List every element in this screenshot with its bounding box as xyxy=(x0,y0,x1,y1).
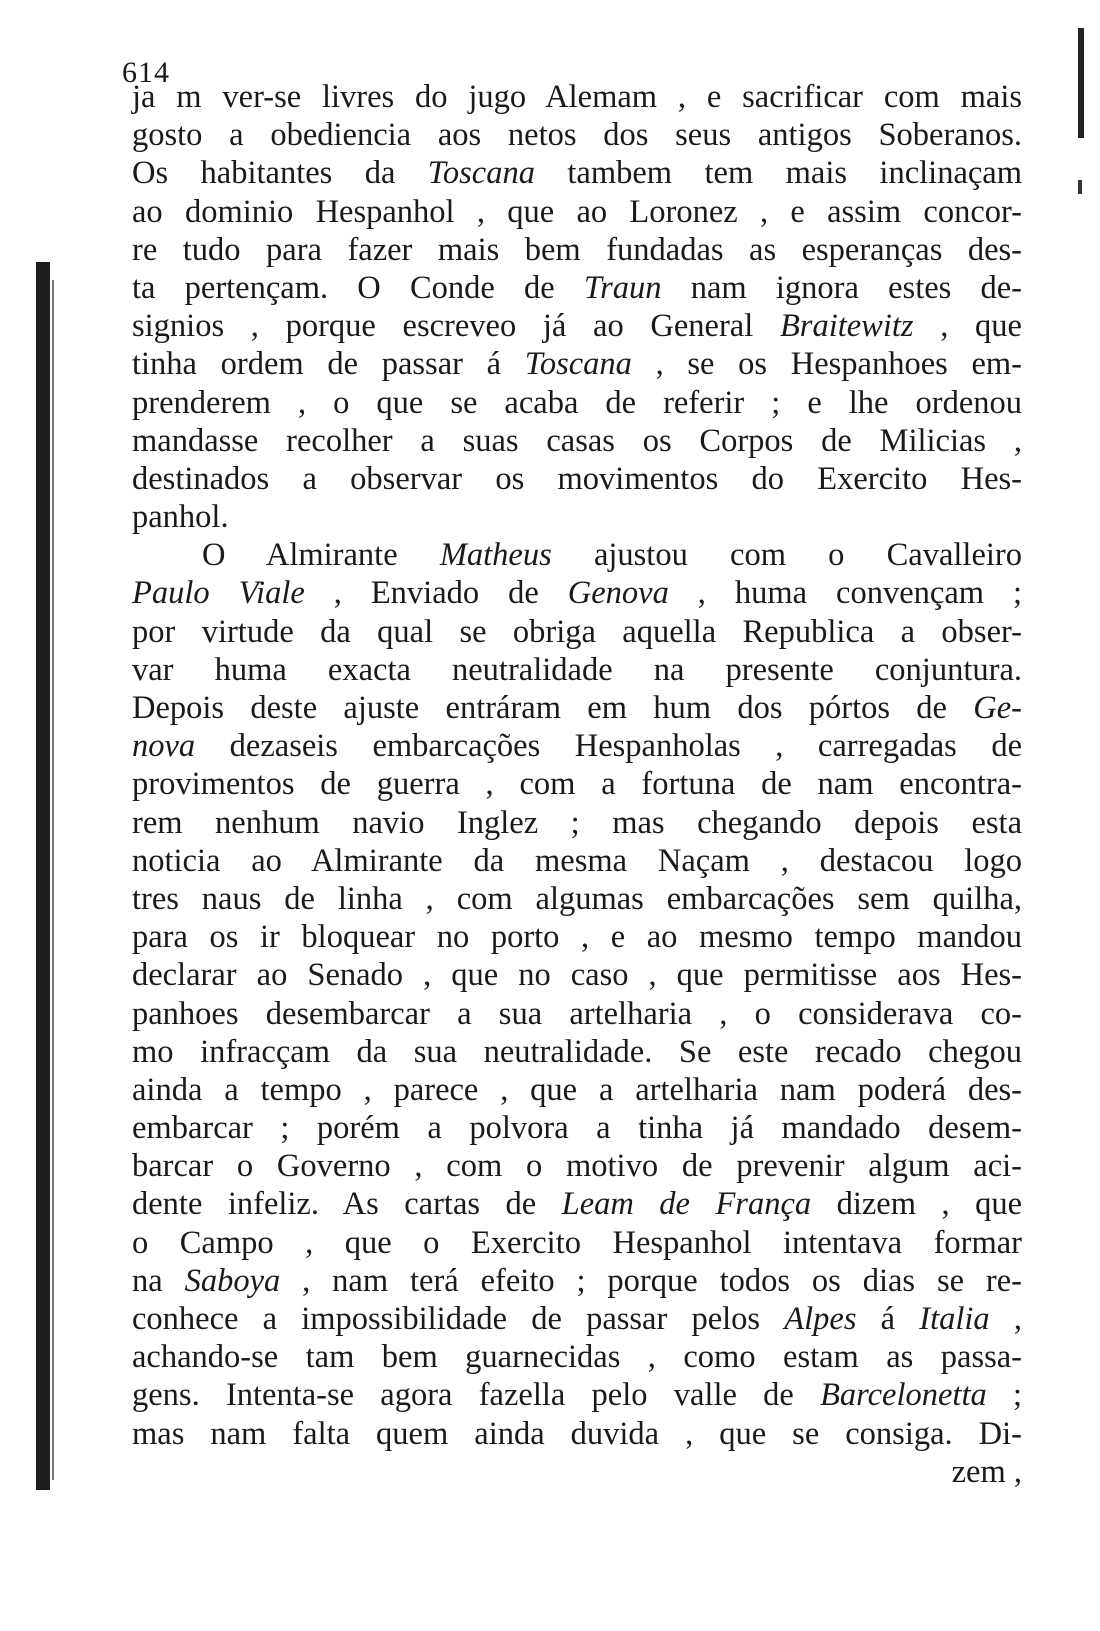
page-number: 614 xyxy=(122,56,170,89)
text-line: por virtude da qual se obriga aquella Republica a obser- xyxy=(132,613,1022,650)
text-line: Paulo Viale , Enviado de Genova , huma convençam ; xyxy=(132,575,1023,612)
text-line: declarar ao Senado , que no caso , que permitisse aos Hes- xyxy=(132,957,1022,994)
text-line: gens. Intenta-se agora fazella pelo valle de Barcelonetta ; xyxy=(132,1377,1023,1414)
text-line: embarcar ; porém a polvora a tinha já mandado desem- xyxy=(132,1110,1022,1147)
text-line: achando-se tam bem guarnecidas , como estam as passa- xyxy=(132,1339,1022,1376)
text-line: Depois deste ajuste entráram em hum dos pórtos de Ge- xyxy=(132,690,1022,726)
text-line: noticia ao Almirante da mesma Naçam , destacou logo xyxy=(132,842,1022,879)
text-line: mo infracçam da sua neutralidade. Se este recado chegou xyxy=(132,1033,1022,1070)
text-line: dente infeliz. As cartas de Leam de França dizem , que xyxy=(132,1186,1022,1223)
text-line: O Almirante Matheus ajustou com o Cavalleiro xyxy=(202,537,1022,574)
text-line: na Saboya , nam terá efeito ; porque todos os dias se re- xyxy=(132,1262,1022,1299)
text-line: panhol. xyxy=(132,499,229,536)
text-line: gosto a obediencia aos netos dos seus antigos Soberanos. xyxy=(132,117,1022,154)
scan-binding-shadow xyxy=(36,262,50,1490)
text-line: barcar o Governo , com o motivo de prevenir algum aci- xyxy=(132,1148,1022,1185)
text-line: ao dominio Hespanhol , que ao Loronez , e assim concor- xyxy=(132,193,1022,230)
text-line: prenderem , o que se acaba de referir ; e lhe ordenou xyxy=(132,384,1022,421)
scan-edge-mark-small xyxy=(1078,180,1082,194)
text-line: signios , porque escreveo já ao General Braitewitz , que xyxy=(132,308,1022,345)
text-line: ja m ver-se livres do jugo Alemam , e sacrificar com mais xyxy=(132,79,1022,115)
text-line: conhece a impossibilidade de passar pelos Alpes á Italia , xyxy=(132,1301,1022,1337)
text-line: mandasse recolher a suas casas os Corpos de Milicias , xyxy=(132,422,1022,459)
scan-edge-mark xyxy=(1078,28,1084,138)
text-line: mas nam falta quem ainda duvida , que se consiga. Di- xyxy=(132,1415,1022,1452)
text-line: provimentos de guerra , com a fortuna de nam encontra- xyxy=(132,766,1022,803)
text-line: nova dezaseis embarcações Hespanholas , carregadas de xyxy=(132,728,1022,765)
text-line: re tudo para fazer mais bem fundadas as esperanças des- xyxy=(132,231,1022,268)
text-line: destinados a observar os movimentos do Exercito Hes- xyxy=(132,460,1022,497)
text-line: para os ir bloquear no porto , e ao mesmo tempo mandou xyxy=(132,919,1022,956)
text-line: rem nenhum navio Inglez ; mas chegando depois esta xyxy=(132,804,1022,841)
text-line: zem , xyxy=(951,1453,1022,1490)
text-line: tinha ordem de passar á Toscana , se os Hespanhoes em- xyxy=(132,346,1022,383)
text-line: Os habitantes da Toscana tambem tem mais inclinaçam xyxy=(132,155,1022,192)
text-line: var huma exacta neutralidade na presente conjuntura. xyxy=(132,651,1022,688)
text-line: tres naus de linha , com algumas embarcações sem quilha, xyxy=(132,880,1022,917)
body-text xyxy=(132,78,1022,1491)
text-line: o Campo , que o Exercito Hespanhol intentava formar xyxy=(132,1224,1022,1261)
scan-binding-edge xyxy=(52,280,54,1480)
text-line: ainda a tempo , parece , que a artelharia nam poderá des- xyxy=(132,1071,1022,1108)
text-line: panhoes desembarcar a sua artelharia , o considerava co- xyxy=(132,995,1022,1032)
text-line: ta pertençam. O Conde de Traun nam ignora estes de- xyxy=(132,269,1022,306)
